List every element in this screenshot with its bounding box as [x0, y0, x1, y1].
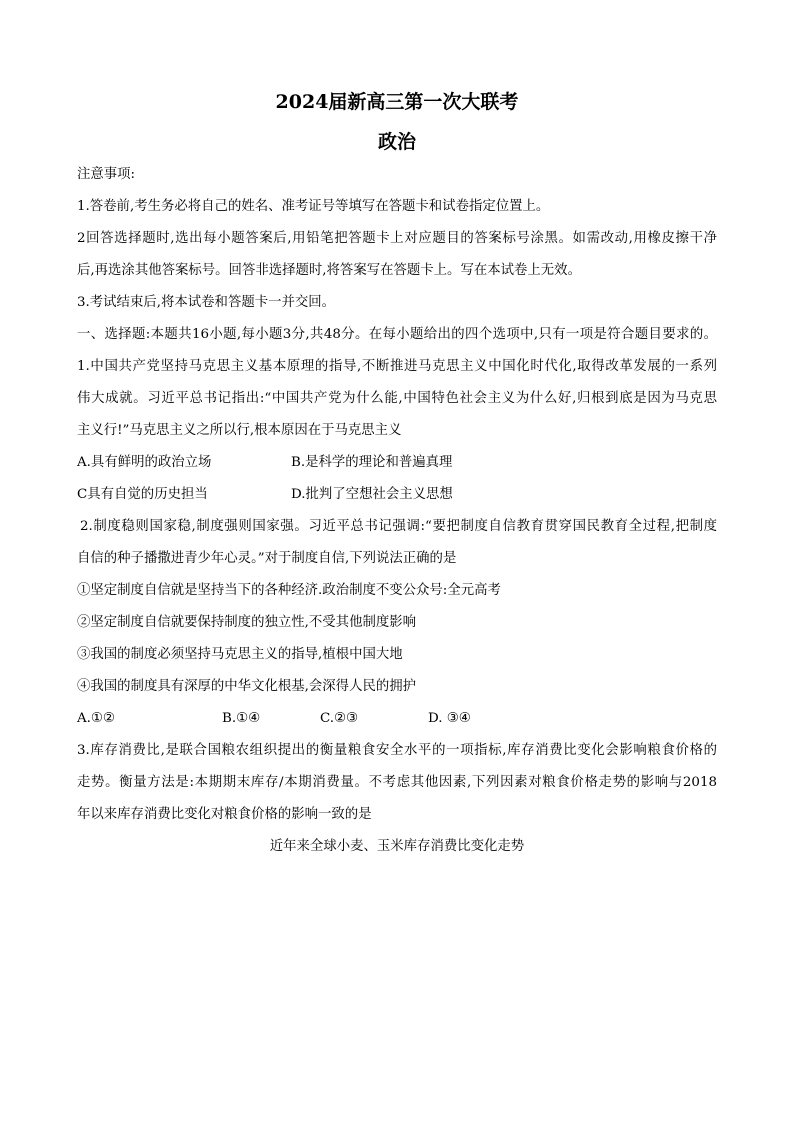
question-1-option-c: C具有自觉的历史担当 [77, 487, 208, 502]
section-1-intro: 一、选择题:本题共16小题,每小题3分,共48分。在每小题给出的四个选项中,只有一项是符合题目要求的。 [77, 327, 717, 342]
question-1-option-a: A.具有鲜明的政治立场 [77, 455, 212, 470]
notice-item-2-line-1: 2回答选择题时,选出每小题答案后,用铅笔把答题卡上对应题目的答案标号涂黑。如需改动,用橡皮擦干净 [77, 231, 717, 246]
question-1-line-2: 伟大成就。习近平总书记指出:“中国共产党为什么能,中国特色社会主义为什么好,归根到底是因为马克思 [77, 391, 717, 406]
question-1-line-1: 1.中国共产党坚持马克思主义基本原理的指导,不断推进马克思主义中国化时代化,取得改革发展的一系列 [77, 359, 717, 374]
question-2-option-c: C.②③ [320, 711, 359, 726]
notice-heading: 注意事项: [77, 167, 136, 182]
question-2-option-a: A.①② [77, 711, 115, 726]
question-3-line-2: 走势。衡量方法是:本期期末库存/本期消费量。不考虑其他因素,下列因素对粮食价格走势的影响与2018 [77, 775, 717, 790]
question-2-statement-2: ②坚定制度自信就要保持制度的独立性,不受其他制度影响 [77, 615, 417, 630]
question-2-option-d: D. ③④ [428, 711, 471, 726]
question-3-line-1: 3.库存消费比,是联合国粮农组织提出的衡量粮食安全水平的一项指标,库存消费比变化会影响粮食价格的 [77, 743, 717, 758]
question-3-line-3: 年以来库存消费比变化对粮食价格的影响一致的是 [77, 807, 372, 822]
question-2-statement-4: ④我国的制度具有深厚的中华文化根基,会深得人民的拥护 [77, 679, 417, 694]
question-2-line-1: 2.制度稳则国家稳,制度强则国家强。习近平总书记强调:“要把制度自信教育贯穿国民教育全过程,把制度 [80, 519, 717, 534]
question-2-statement-1: ①坚定制度自信就是坚持当下的各种经济.政治制度不变公众号:全元高考 [77, 583, 501, 598]
subject-title: 政治 [377, 131, 416, 153]
notice-item-3: 3.考试结束后,将本试卷和答题卡一并交回。 [77, 295, 336, 310]
question-2-option-b: B.①④ [222, 711, 261, 726]
notice-item-2-line-2: 后,再选涂其他答案标号。回答非选择题时,将答案写在答题卡上。写在本试卷上无效。 [77, 263, 581, 278]
figure-caption: 近年来全球小麦、玉米库存消费比变化走势 [269, 839, 525, 854]
question-1-line-3: 主义行!”马克思主义之所以行,根本原因在于马克思主义 [77, 423, 402, 438]
question-2-statement-3: ③我国的制度必须坚持马克思主义的指导,植根中国大地 [77, 647, 403, 662]
notice-item-1: 1.答卷前,考生务必将自己的姓名、准考证号等填写在答题卡和试卷指定位置上。 [77, 199, 550, 214]
question-1-option-d: D.批判了空想社会主义思想 [291, 487, 453, 502]
exam-title: 2024届新高三第一次大联考 [275, 91, 519, 113]
question-1-option-b: B.是科学的理论和普遍真理 [291, 455, 453, 470]
question-2-line-2: 自信的种子播撒进青少年心灵。”对于制度自信,下列说法正确的是 [77, 551, 457, 566]
